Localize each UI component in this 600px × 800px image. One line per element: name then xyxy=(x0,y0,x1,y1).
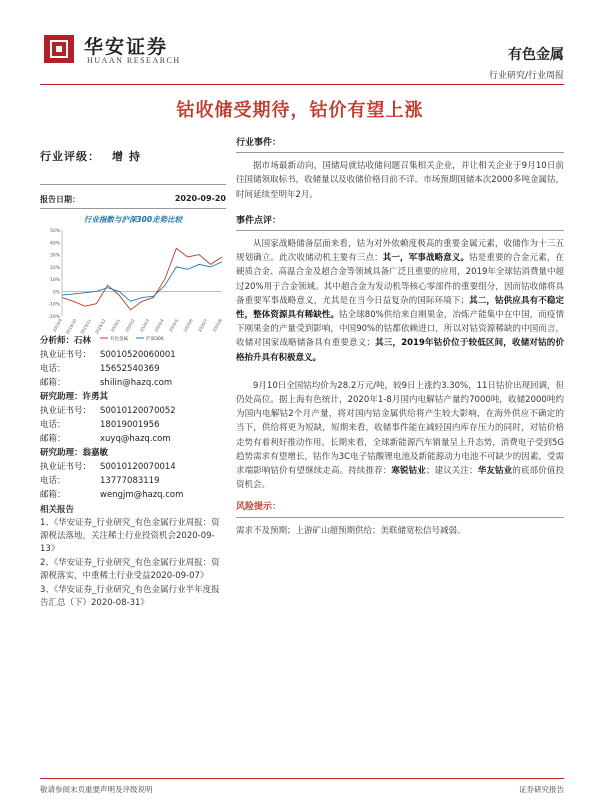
cert-value: S0010120070052 xyxy=(100,406,176,416)
index-comparison-chart xyxy=(40,226,226,342)
event-paragraph: 据市场最新动向，国储局就钴收储问题召集相关企业，并让相关企业于9月10日前往国储领取标书，收储量以及收储价格目前不详。市场预期国储本次2000多吨金属钴，时间延续至明年2月。 xyxy=(236,161,564,200)
y-tick-label: 40% xyxy=(49,241,60,247)
y-tick-label: -20% xyxy=(48,315,60,320)
right-column xyxy=(236,136,564,544)
phone-label: 电话： xyxy=(40,420,66,430)
divider xyxy=(40,208,226,209)
related-reports xyxy=(40,504,226,610)
analyst-role: 分析师： xyxy=(40,336,75,346)
analyst-email xyxy=(40,432,226,446)
page-header xyxy=(0,0,600,100)
related-report-item: 2、《华安证券_行业研究_有色金属行业周报：资源税落实，中重稀土行业受益2020-09-07》 xyxy=(40,558,220,581)
analyst-phone xyxy=(40,474,226,488)
email-label: 邮箱： xyxy=(40,378,66,388)
footer-label: 证券研究报告 xyxy=(519,785,564,794)
x-tick-label: 2020/2 xyxy=(124,318,136,333)
analyst-name xyxy=(40,446,226,460)
cert-label: 执业证书号： xyxy=(40,406,92,416)
x-tick-label: 2020/1 xyxy=(109,318,122,333)
email-value: xuyq@hazq.com xyxy=(100,434,171,444)
text: 钴全球80%供给来自刚果金，冶炼产能集中在中国，而疫情下刚果金的产量受到影响，中国90%的钴都依赖进口，所以对钴资源稀缺的中国而言，收储对国家战略储备具有重要意义； xyxy=(236,310,564,349)
analyst-role: 研究助理： xyxy=(40,392,83,402)
analyst-role: 研究助理： xyxy=(40,448,83,458)
phone-label: 电话： xyxy=(40,476,66,486)
analyst-cert xyxy=(40,404,226,418)
text: 的底部价值投资机会。 xyxy=(236,466,564,491)
analyst-cert xyxy=(40,460,226,474)
analyst-name xyxy=(40,390,226,404)
related-report-item: 1、《华安证券_行业研究_有色金属行业周报：资源税法落地，关注稀土行业投资机会2020-09-13》 xyxy=(40,518,220,554)
analyst-phone xyxy=(40,362,226,376)
comment-section-title: 事件点评： xyxy=(236,214,564,231)
analyst-person: 翁嘉敏 xyxy=(82,448,109,458)
x-tick-label: 2020/5 xyxy=(167,318,180,333)
analyst-name xyxy=(40,334,226,348)
rating-label: 行业评级： xyxy=(40,150,100,163)
legend-label: 沪深300 xyxy=(146,337,164,342)
x-tick-label: 2020/6 xyxy=(182,318,194,333)
x-tick-label: 2020/8 xyxy=(211,318,223,333)
series-line-沪深300 xyxy=(62,262,222,301)
stock-name: 寒锐钴业 xyxy=(391,466,426,477)
date-label: 报告日期： xyxy=(40,195,80,204)
text: ；建议关注： xyxy=(425,466,478,477)
y-tick-label: -10% xyxy=(48,302,60,308)
logo-text-en: HUAAN RESEARCH xyxy=(87,56,181,65)
risk-section-title: 风险提示： xyxy=(236,500,564,517)
stock-name: 华友钴业 xyxy=(477,466,513,477)
text: 从国家战略储备层面来看，钴为对外依赖度极高的重要金属元素，收储作为十三五规划确立。此次收储动机主要有三点： xyxy=(236,239,564,264)
point-1: 其一，军事战略意义。 xyxy=(382,253,470,264)
footer-disclaimer: 敬请参阅末页重要声明及评级说明 xyxy=(40,785,153,794)
footer-divider xyxy=(40,778,564,779)
logo-icon xyxy=(44,35,74,63)
y-tick-label: 50% xyxy=(49,229,60,234)
analyst-cert xyxy=(40,348,226,362)
x-tick-label: 2019/9 xyxy=(51,318,63,333)
industry-rating xyxy=(40,148,146,164)
analyst-email xyxy=(40,376,226,390)
email-label: 邮箱： xyxy=(40,434,66,444)
event-section-title: 行业事件： xyxy=(236,136,564,153)
analyst-phone xyxy=(40,418,226,432)
email-value: shilin@hazq.com xyxy=(100,378,173,388)
header-divider xyxy=(40,84,564,85)
report-date xyxy=(40,194,226,205)
related-report-item: 3、《华安证券_行业研究_有色金属行业半年度报告汇总（下）2020-08-31》 xyxy=(40,585,220,608)
risk-text: 需求不及预期；上游矿山超预期供给；美联储宽松信号减弱。 xyxy=(236,525,466,536)
phone-value: 13777083119 xyxy=(100,476,160,486)
y-tick-label: 10% xyxy=(49,278,60,284)
y-tick-label: 0% xyxy=(52,290,60,296)
x-tick-label: 2019/10 xyxy=(64,318,78,335)
legend-label: 有色金属 xyxy=(110,337,128,342)
cert-value: S0010120070014 xyxy=(100,462,176,472)
cert-label: 执业证书号： xyxy=(40,462,92,472)
x-tick-label: 2020/3 xyxy=(138,318,151,333)
email-value: wengjm@hazq.com xyxy=(100,490,184,500)
phone-value: 18019001956 xyxy=(100,420,160,430)
rating-value: 增持 xyxy=(112,150,146,163)
chart-title: 行业指数与沪深300走势比较 xyxy=(83,215,183,224)
cert-label: 执业证书号： xyxy=(40,350,92,360)
analyst-person: 许勇其 xyxy=(82,392,109,402)
date-value: 2020-09-20 xyxy=(174,194,226,203)
related-title: 相关报告 xyxy=(40,505,75,515)
logo-text-cn: 华安证券 xyxy=(84,36,169,58)
y-tick-label: 20% xyxy=(49,265,60,271)
phone-value: 15652540369 xyxy=(100,364,160,374)
series-line-有色金属 xyxy=(62,248,222,310)
point-2: 其二，钴供应具有不稳定性，整体资源具有稀缺性。 xyxy=(236,295,564,321)
comment-paragraph-1 xyxy=(236,237,564,365)
report-title: 钴收储受期待，钴价有望上涨 xyxy=(176,100,424,121)
analyst-person: 石林 xyxy=(74,336,92,346)
analyst-info xyxy=(40,334,226,611)
text: 钴是重要的合金元素，在硬质合金、高温合金及超合金等领域具备广泛且重要的应用，2019年全球钴消费量中超过20%用于合金领域。其中超合金为发动机等核心零部件的重要组分，因而钴收储将具备重要军事战略意义，尤其是在当今日益复杂的国际环境下； xyxy=(236,253,564,306)
chart-svg xyxy=(40,226,226,342)
cert-value: S0010520060001 xyxy=(100,350,176,360)
phone-label: 电话： xyxy=(40,364,66,374)
point-3: 其三，2019年钴价位于较低区间，收储对钴的价格抬升具有积极意义。 xyxy=(236,338,564,363)
industry-name: 有色金属 xyxy=(508,47,564,63)
x-tick-label: 2019/12 xyxy=(93,318,107,335)
x-tick-label: 2020/4 xyxy=(153,318,165,333)
text: 9月10日全国钴均价为28.2万元/吨，较9日上涨约3.30%，11日钴价出现回调，但仍处高位。据上海有色统计，2020年1-8月国内电解钴产量约7000吨，收储2000吨约为国内电解钴2个月产量，将对国内钴金属供给将产生较大影响，在海外供应不确定的当下，供给将更为短缺，短期来看，收储事件能在减轻国内库存压力的同时，对钴价格走势有着利好推动作用。长期来看，全球新能源汽车销量呈上升态势，消费电子受到5G趋势需求有望增长，钴作为3C电子钴酸锂电池及新能源动力电池不可缺少的因素，受需求端影响钴价有望继续走高。持续推荐： xyxy=(236,380,564,477)
x-tick-label: 2020/7 xyxy=(196,318,209,333)
divider xyxy=(40,184,226,185)
analyst-email xyxy=(40,488,226,502)
x-tick-label: 2019/11 xyxy=(79,318,92,335)
email-label: 邮箱： xyxy=(40,490,66,500)
comment-paragraph-2 xyxy=(236,379,564,493)
y-tick-label: 30% xyxy=(49,253,60,259)
report-type: 行业研究/行业周报 xyxy=(488,71,564,81)
